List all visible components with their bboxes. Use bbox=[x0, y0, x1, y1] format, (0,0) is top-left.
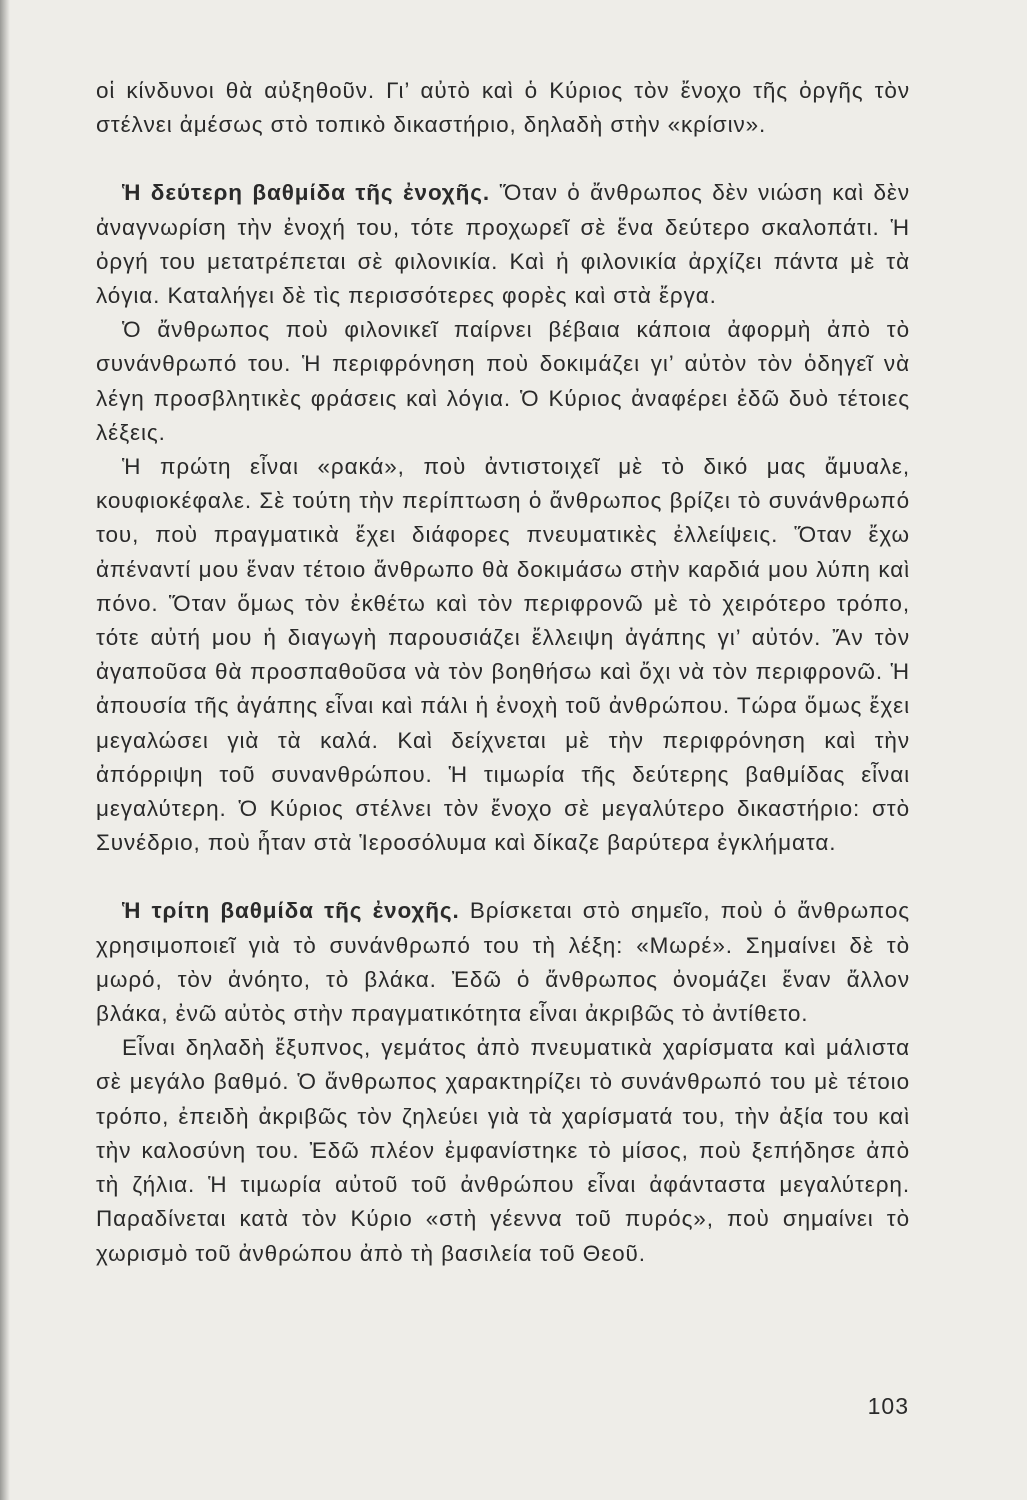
paragraph-1: οἱ κίνδυνοι θὰ αὐξηθοῦν. Γι’ αὐτὸ καὶ ὁ Κύριος τὸν ἔνοχο τῆς ὀργῆς τὸν στέλνει ἀμέσως στὸ τοπικὸ δικαστήριο, δηλαδὴ στὴν «κρίσιν». bbox=[96, 78, 910, 138]
paragraph-5 bbox=[96, 894, 910, 1031]
section-heading-second-degree: Ἡ δεύτερη βαθμίδα τῆς ἐνοχῆς. bbox=[122, 180, 491, 206]
paragraph-4: Ἡ πρώτη εἶναι «ρακά», ποὺ ἀντιστοιχεῖ μὲ τὸ δικό μας ἄμυαλε, κουφιοκέφαλε. Σὲ τούτη τὴν περίπτωση ὁ ἄνθρωπος βρίζει τὸ συνάνθρωπό του, ποὺ πραγματικὰ ἔχει διάφορες πνευματικὲς ἐλλείψεις. Ὅταν ἔχω ἀπέναντί μου ἕναν τέτοιο ἄνθρωπο θὰ δοκιμάσω στὴν καρδιά μου λύπη καὶ πόνο. Ὅταν ὅμως τὸν ἐκθέτω καὶ τὸν περιφρονῶ μὲ τὸ χειρότερο τρόπο, τότε αὐτή μου ἡ διαγωγὴ παρουσιάζει ἔλλειψη ἀγάπης γι’ αὐτόν. Ἄν τὸν ἀγαποῦσα θὰ προσπαθοῦσα νὰ τὸν βοηθήσω καὶ ὄχι νὰ τὸν περιφρονῶ. Ἡ ἀπουσία τῆς ἀγάπης εἶναι καὶ πάλι ἡ ἐνοχὴ τοῦ ἀνθρώπου. Τώρα ὅμως ἔχει μεγαλώσει γιὰ τὰ καλά. Καὶ δείχνεται μὲ τὴν περιφρόνηση καὶ τὴν ἀπόρριψη τοῦ συνανθρώπου. Ἡ τιμωρία τῆς δεύτερης βαθμίδας εἶναι μεγαλύτερη. Ὁ Κύριος στέλνει τὸν ἔνοχο σὲ μεγαλύτερο δικαστήριο: στὸ Συνέδριο, ποὺ ἦταν στὰ Ἱεροσόλυμα καὶ δίκαζε βαρύτερα ἐγκλήματα. bbox=[96, 454, 910, 856]
page-body bbox=[96, 74, 910, 1271]
paragraph-5-text: Βρίσκεται στὸ σημεῖο, ποὺ ὁ ἄνθρωπος χρησιμοποιεῖ γιὰ τὸ συνάνθρωπό του τὴ λέξη: «Μωρέ». Σημαίνει δὲ τὸ μωρό, τὸν ἀνόητο, τὸ βλάκα. Ἐδῶ ὁ ἄνθρωπος ὀνομάζει ἕναν ἄλλον βλάκα, ἐνῶ αὐτὸς στὴν πραγματικότητα εἶναι ἀκριβῶς τὸ ἀντίθετο. bbox=[96, 898, 910, 1027]
page-number: 103 bbox=[867, 1393, 909, 1419]
section-heading-third-degree: Ἡ τρίτη βαθμίδα τῆς ἐνοχῆς. bbox=[122, 898, 460, 924]
paragraph-3: Ὁ ἄνθρωπος ποὺ φιλονικεῖ παίρνει βέβαια κάποια ἀφορμὴ ἀπὸ τὸ συνάνθρωπό του. Ἡ περιφρόνηση ποὺ δοκιμάζει γι’ αὐτὸν τὸν ὁδηγεῖ νὰ λέγη προσβλητικὲς φράσεις καὶ λόγια. Ὁ Κύριος ἀναφέρει ἐδῶ δυὸ τέτοιες λέξεις. bbox=[96, 317, 910, 445]
paragraph-6: Εἶναι δηλαδὴ ἔξυπνος, γεμάτος ἀπὸ πνευματικὰ χαρίσματα καὶ μάλιστα σὲ μεγάλο βαθμό. Ὁ ἄνθρωπος χαρακτηρίζει τὸ συνάνθρωπό του μὲ τέτοιο τρόπο, ἐπειδὴ ἀκριβῶς τὸν ζηλεύει γιὰ τὰ χαρίσματά του, τὴν ἀξία του καὶ τὴν καλοσύνη του. Ἐδῶ πλέον ἐμφανίστηκε τὸ μίσος, ποὺ ξεπήδησε ἀπὸ τὴ ζήλια. Ἡ τιμωρία αὐτοῦ τοῦ ἀνθρώπου εἶναι ἀφάνταστα μεγαλύτερη. Παραδίνεται κατὰ τὸν Κύριο «στὴ γέεννα τοῦ πυρός», ποὺ σημαίνει τὸ χωρισμὸ τοῦ ἀνθρώπου ἀπὸ τὴ βασιλεία τοῦ Θεοῦ. bbox=[96, 1035, 910, 1266]
book-spine-shadow bbox=[0, 0, 10, 1500]
paragraph-2 bbox=[96, 176, 910, 313]
paragraph-2-text: Ὅταν ὁ ἄνθρωπος δὲν νιώση καὶ δὲν ἀναγνωρίση τὴν ἐνοχή του, τότε προχωρεῖ σὲ ἕνα δεύτερο σκαλοπάτι. Ἡ ὀργή του μετατρέπεται σὲ φιλονικία. Καὶ ἡ φιλονικία ἀρχίζει πάντα μὲ τὰ λόγια. Καταλήγει δὲ τὶς περισσότερες φορὲς καὶ στὰ ἔργα. bbox=[96, 180, 910, 309]
